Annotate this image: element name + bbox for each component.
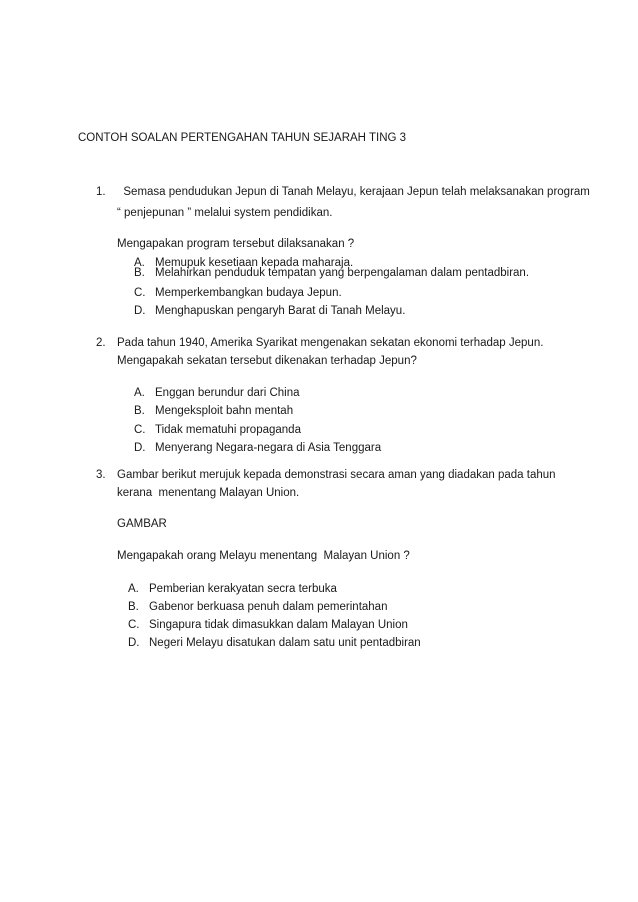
option-text: Enggan berundur dari China	[155, 387, 300, 399]
option-text: Menyerang Negara-negara di Asia Tenggara	[155, 442, 382, 454]
option-b	[134, 267, 529, 279]
option-c	[134, 424, 301, 436]
option-text: Memperkembangkan budaya Jepun.	[155, 287, 342, 299]
option-text: Melahirkan penduduk tempatan yang berpengalaman dalam pentadbiran.	[155, 267, 530, 279]
option-letter: D.	[134, 442, 146, 454]
document-title: CONTOH SOALAN PERTENGAHAN TAHUN SEJARAH TING 3	[78, 132, 407, 144]
option-letter: A.	[128, 583, 139, 595]
question-prompt: Mengapakan program tersebut dilaksanakan ?	[117, 238, 355, 250]
option-text: Menghapuskan pengaryh Barat di Tanah Melayu.	[155, 305, 406, 317]
option-c	[134, 287, 342, 299]
question-text-line: Mengapakah sekatan tersebut dikenakan terhadap Jepun?	[117, 355, 417, 367]
image-placeholder-label: GAMBAR	[117, 518, 167, 530]
option-text: Tidak mematuhi propaganda	[155, 424, 301, 436]
question-text-line: Semasa pendudukan Jepun di Tanah Melayu, kerajaan Jepun telah melaksanakan program	[117, 186, 590, 198]
option-text: Pemberian kerakyatan secra terbuka	[149, 583, 337, 595]
question-number: 2.	[96, 337, 106, 349]
question-number: 1.	[96, 186, 106, 198]
question-text-line: Pada tahun 1940, Amerika Syarikat mengenakan sekatan ekonomi terhadap Jepun.	[117, 337, 544, 349]
option-letter: D.	[128, 637, 140, 649]
option-text: Mengeksploit bahn mentah	[155, 405, 294, 417]
option-a	[128, 583, 337, 595]
option-letter: C.	[134, 287, 146, 299]
option-text: Gabenor berkuasa penuh dalam pemerintahan	[149, 601, 388, 613]
option-a	[134, 387, 300, 399]
option-text: Singapura tidak dimasukkan dalam Malayan Union	[149, 619, 408, 631]
option-b	[134, 405, 293, 417]
option-d	[134, 305, 405, 317]
option-c	[128, 619, 408, 631]
option-text: Memupuk kesetiaan kepada maharaja.	[155, 257, 354, 269]
question-prompt: Mengapakah orang Melayu menentang Malayan Union ?	[117, 550, 410, 562]
question-text-line: “ penjepunan ” melalui system pendidikan.	[117, 207, 333, 219]
question-text-line: Gambar berikut merujuk kepada demonstrasi secara aman yang diadakan pada tahun	[117, 469, 556, 481]
option-letter: C.	[134, 424, 146, 436]
option-letter: B.	[134, 267, 145, 279]
option-b	[128, 601, 387, 613]
option-letter: A.	[134, 387, 145, 399]
option-text: Negeri Melayu disatukan dalam satu unit pentadbiran	[149, 637, 421, 649]
option-letter: B.	[128, 601, 139, 613]
option-letter: C.	[128, 619, 140, 631]
option-d	[134, 442, 381, 454]
option-letter: A.	[134, 257, 145, 269]
question-number: 3.	[96, 469, 106, 481]
option-letter: B.	[134, 405, 145, 417]
question-text-line: kerana menentang Malayan Union.	[117, 487, 300, 499]
option-letter: D.	[134, 305, 146, 317]
option-d	[128, 637, 421, 649]
